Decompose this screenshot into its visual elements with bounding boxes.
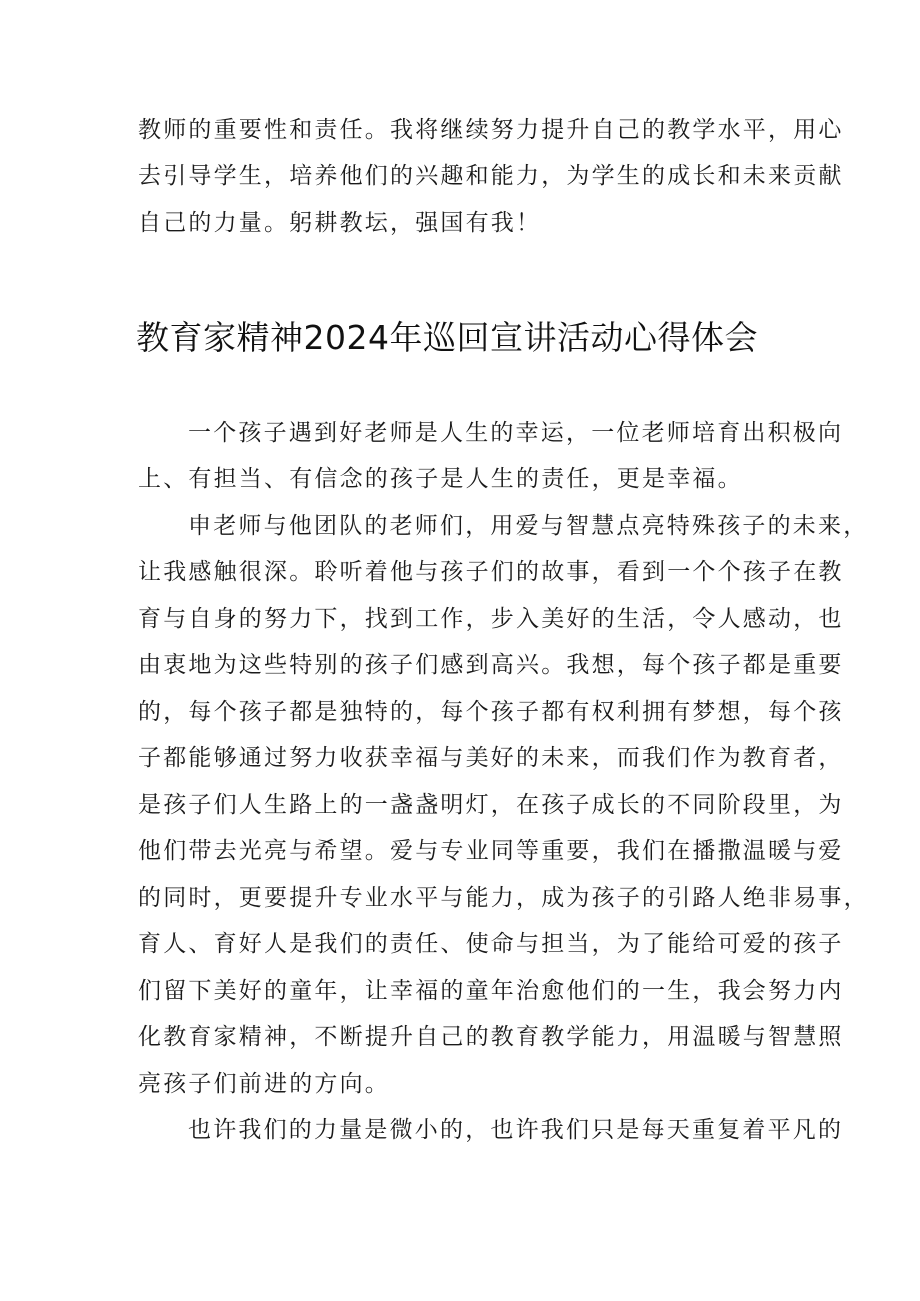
paragraph-2-line-9: 的同时，更要提升专业水平与能力，成为孩子的引路人绝非易事， [138,885,869,911]
intro-line-3: 自己的力量。躬耕教坛，强国有我！ [138,210,542,236]
paragraph-2-line-6: 子都能够通过努力收获幸福与美好的未来，而我们作为教育者， [138,745,844,771]
paragraph-2-line-10: 育人、育好人是我们的责任、使命与担当，为了能给可爱的孩子 [138,931,844,957]
paragraph-2-line-4: 由衷地为这些特别的孩子们感到高兴。我想，每个孩子都是重要 [138,652,844,678]
paragraph-2-line-8: 他们带去光亮与希望。爱与专业同等重要，我们在播撒温暖与爱 [138,838,844,864]
intro-line-2: 去引导学生，培养他们的兴趣和能力，为学生的成长和未来贡献 [138,163,844,189]
paragraph-2-line-3: 育与自身的努力下，找到工作，步入美好的生活，令人感动，也 [138,606,844,632]
paragraph-3-line-1: 也许我们的力量是微小的，也许我们只是每天重复着平凡的 [188,1117,844,1143]
paragraph-2-line-12: 化教育家精神，不断提升自己的教育教学能力，用温暖与智慧照 [138,1024,844,1050]
paragraph-2-line-1: 申老师与他团队的老师们，用爱与智慧点亮特殊孩子的未来， [188,513,869,539]
paragraph-1-line-2: 上、有担当、有信念的孩子是人生的责任，更是幸福。 [138,466,743,492]
paragraph-2-line-13: 亮孩子们前进的方向。 [138,1071,390,1097]
paragraph-2-line-11: 们留下美好的童年，让幸福的童年治愈他们的一生，我会努力内 [138,978,844,1004]
paragraph-2-line-5: 的，每个孩子都是独特的，每个孩子都有权利拥有梦想，每个孩 [138,699,844,725]
paragraph-2-line-7: 是孩子们人生路上的一盏盏明灯，在孩子成长的不同阶段里，为 [138,792,844,818]
paragraph-1-line-1: 一个孩子遇到好老师是人生的幸运，一位老师培育出积极向 [188,420,844,446]
article-title: 教育家精神2024年巡回宣讲活动心得体会 [136,318,758,357]
paragraph-2-line-2: 让我感触很深。聆听着他与孩子们的故事，看到一个个孩子在教 [138,559,844,585]
intro-line-1: 教师的重要性和责任。我将继续努力提升自己的教学水平，用心 [138,117,844,143]
